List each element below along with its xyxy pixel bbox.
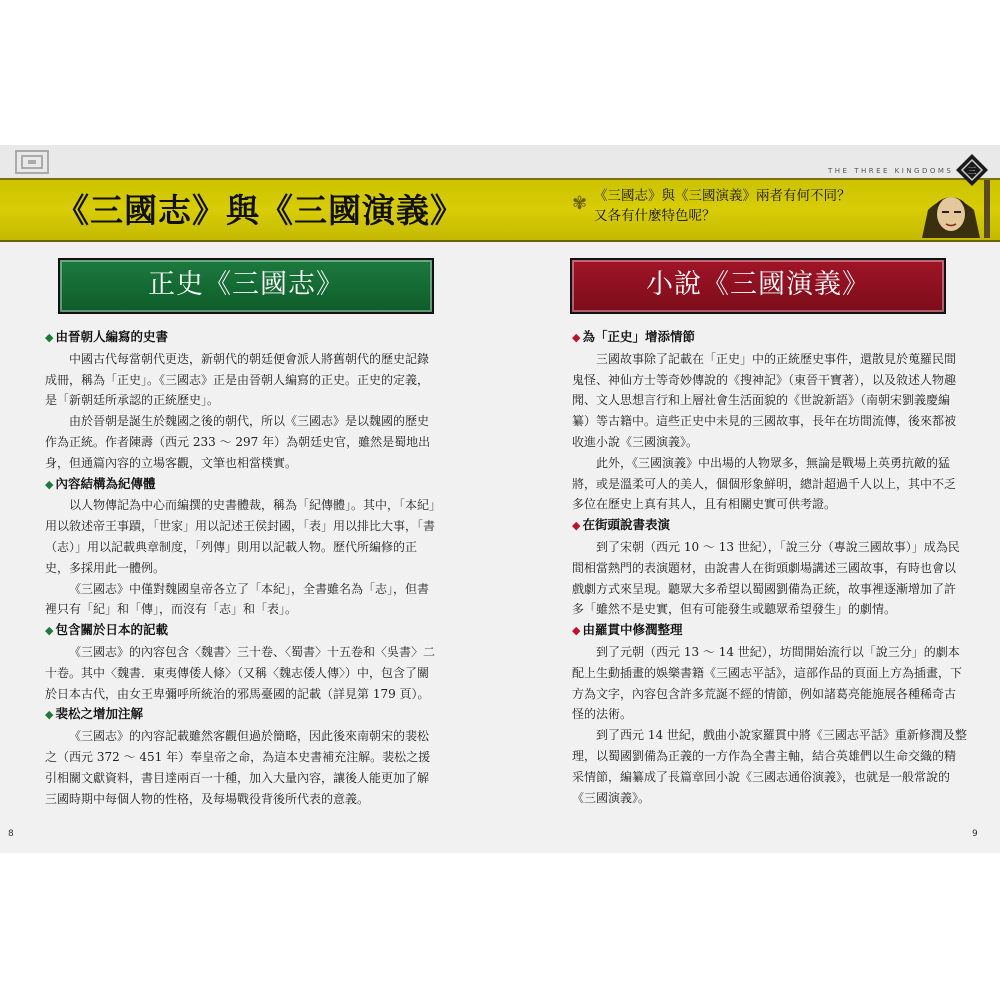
diamond-bullet-icon: ◆ (45, 708, 54, 722)
subtitle-question: 《三國志》與《三國演義》兩者有何不同？ 又各有什麼特色呢？ (594, 188, 851, 224)
flower-icon: ✾ (572, 193, 588, 214)
paragraph: 由於晉朝是誕生於魏國之後的朝代，所以《三國志》是以魏國的歷史作為正統。作者陳壽（西元 233 ～ 297 年）為朝廷史官，雖然是蜀地出身，但通篇內容的立場客觀，文筆也相當樸實。 (45, 414, 431, 470)
page-number-right: 9 (972, 829, 978, 839)
paragraph: 《三國志》中僅對魏國皇帝各立了「本紀」，全書雖名為「志」，但書裡只有「紀」和「傳」，而沒有「志」和「表」。 (45, 581, 430, 617)
paragraph: 中國古代每當朝代更迭，新朝代的朝廷便會派人將舊朝代的歷史記錄成冊，稱為「正史」。《三國志》正是由晉朝人編寫的正史。正史的定義，是「新朝廷所承認的正統歷史」。 (45, 351, 430, 408)
paragraph: 此外，《三國演義》中出場的人物眾多，無論是戰場上英勇抗敵的猛將，或是溫柔可人的美人，個個形象鮮明，總計超過千人以上，其中不乏多位在歷史上真有其人，且有相關史實可供考證。 (572, 455, 957, 512)
top-band (0, 145, 1000, 178)
paragraph: 《三國志》的內容包含〈魏書〉三十卷、〈蜀書〉十五卷和〈吳書〉二十卷。其中〈魏書．東夷傳倭人條〉（又稱〈魏志倭人傳〉）中，包含了關於日本古代，由女王卑彌呼所統治的邪馬臺國的記載（詳見第 179 頁）。 (45, 644, 436, 701)
diamond-bullet-icon: ◆ (45, 624, 54, 638)
page-title: 《三國志》與《三國演義》 (56, 191, 464, 230)
diamond-bullet-icon: ◆ (572, 519, 581, 533)
paragraph: 到了元朝（西元 13 ～ 14 世紀），坊間開始流行以「說三分」的劇本配上生動插畫的娛樂書籍《三國志平話》，這部作品的頁面上方為插畫，下方為文字，內容包含許多荒誕不經的情節，例如諸葛亮能施展各種稀奇古怪的法術。 (572, 644, 963, 722)
paragraph: 到了西元 14 世紀，戲曲小說家羅貫中將《三國志平話》重新修潤及整理，以蜀國劉備為正義的一方作為全書主軸，結合英雄們以生命交織的精采情節，編纂成了長篇章回小說《三國志通俗演義》，也就是一般常說的《三國演義》。 (572, 728, 967, 805)
diamond-bullet-icon: ◆ (45, 477, 54, 491)
book-spread (0, 145, 1000, 853)
section-heading: ◆ 裴松之增加注解 (45, 706, 143, 722)
warrior-portrait-icon (902, 180, 1000, 238)
section-heading: ◆ 內容結構為紀傳體 (45, 475, 156, 491)
section-heading: ◆ 由羅貫中修潤整理 (572, 622, 683, 638)
paragraph: 三國故事除了記載在「正史」中的正統歷史事件，還散見於蒐羅民間鬼怪、神仙方士等奇妙傳說的《搜神記》（東晉干寶著），以及敘述人物趣聞、文人思想言行和上層社會生活面貌的《世說新語》（南朝宋劉義慶編纂）等古籍中。這些正史中未見的三國故事，長年在坊間流傳，後來都被收進小說《三國演義》。 (572, 351, 957, 449)
kingdoms-logo-icon (955, 153, 989, 187)
diamond-bullet-icon: ◆ (45, 331, 54, 344)
svg-text:三: 三 (967, 167, 977, 177)
paragraph: 到了宋朝（西元 10 ～ 13 世紀），「說三分（專說三國故事）」成為民間相當熱門的表演題材，由說書人在街頭劇場講述三國故事，有時也會以戲劇方式來呈現。聽眾大多希望以蜀國劉備為正統，故事裡逐漸增加了許多「雖然不是史實，但有可能發生或聽眾希望發生」的劇情。 (572, 539, 960, 617)
diamond-bullet-icon: ◆ (572, 331, 581, 344)
paragraph: 《三國志》的內容記載雖然客觀但過於簡略，因此後來南朝宋的裴松之（西元 372 ～ 451 年）奉皇帝之命，為這本史書補充注解。裴松之援引相關文獻資料，書目達兩百一十種，加入大量內容，讓後人能更加了解三國時期中每個人物的性格，及每場戰役背後所代表的意義。 (45, 729, 431, 806)
right-column (572, 327, 967, 808)
page-number-left: 8 (8, 829, 14, 839)
section-heading: ◆ 為「正史」增添情節 (572, 329, 695, 344)
section-heading: ◆ 在街頭說書表演 (572, 517, 670, 533)
brand-label: THE THREE KINGDOMS (828, 167, 954, 175)
diamond-bullet-icon: ◆ (572, 624, 581, 638)
section-heading: ◆ 包含關於日本的記載 (45, 622, 168, 638)
section-heading: ◆ 由晉朝人編寫的史書 (45, 329, 168, 344)
right-heading: 小說《三國演義》 (570, 258, 946, 314)
paragraph: 以人物傳記為中心而編撰的史書體裁，稱為「紀傳體」。其中，「本紀」用以敘述帝王事蹟，「世家」用以記述王侯封國，「表」用以排比大事，「書（志）」用以記載典章制度，「列傳」則用以記載人物。歷代所編修的正史，多採用此一體例。 (45, 498, 436, 575)
left-heading: 正史《三國志》 (58, 258, 434, 314)
left-column (45, 327, 440, 809)
fret-ornament-icon (14, 147, 50, 177)
